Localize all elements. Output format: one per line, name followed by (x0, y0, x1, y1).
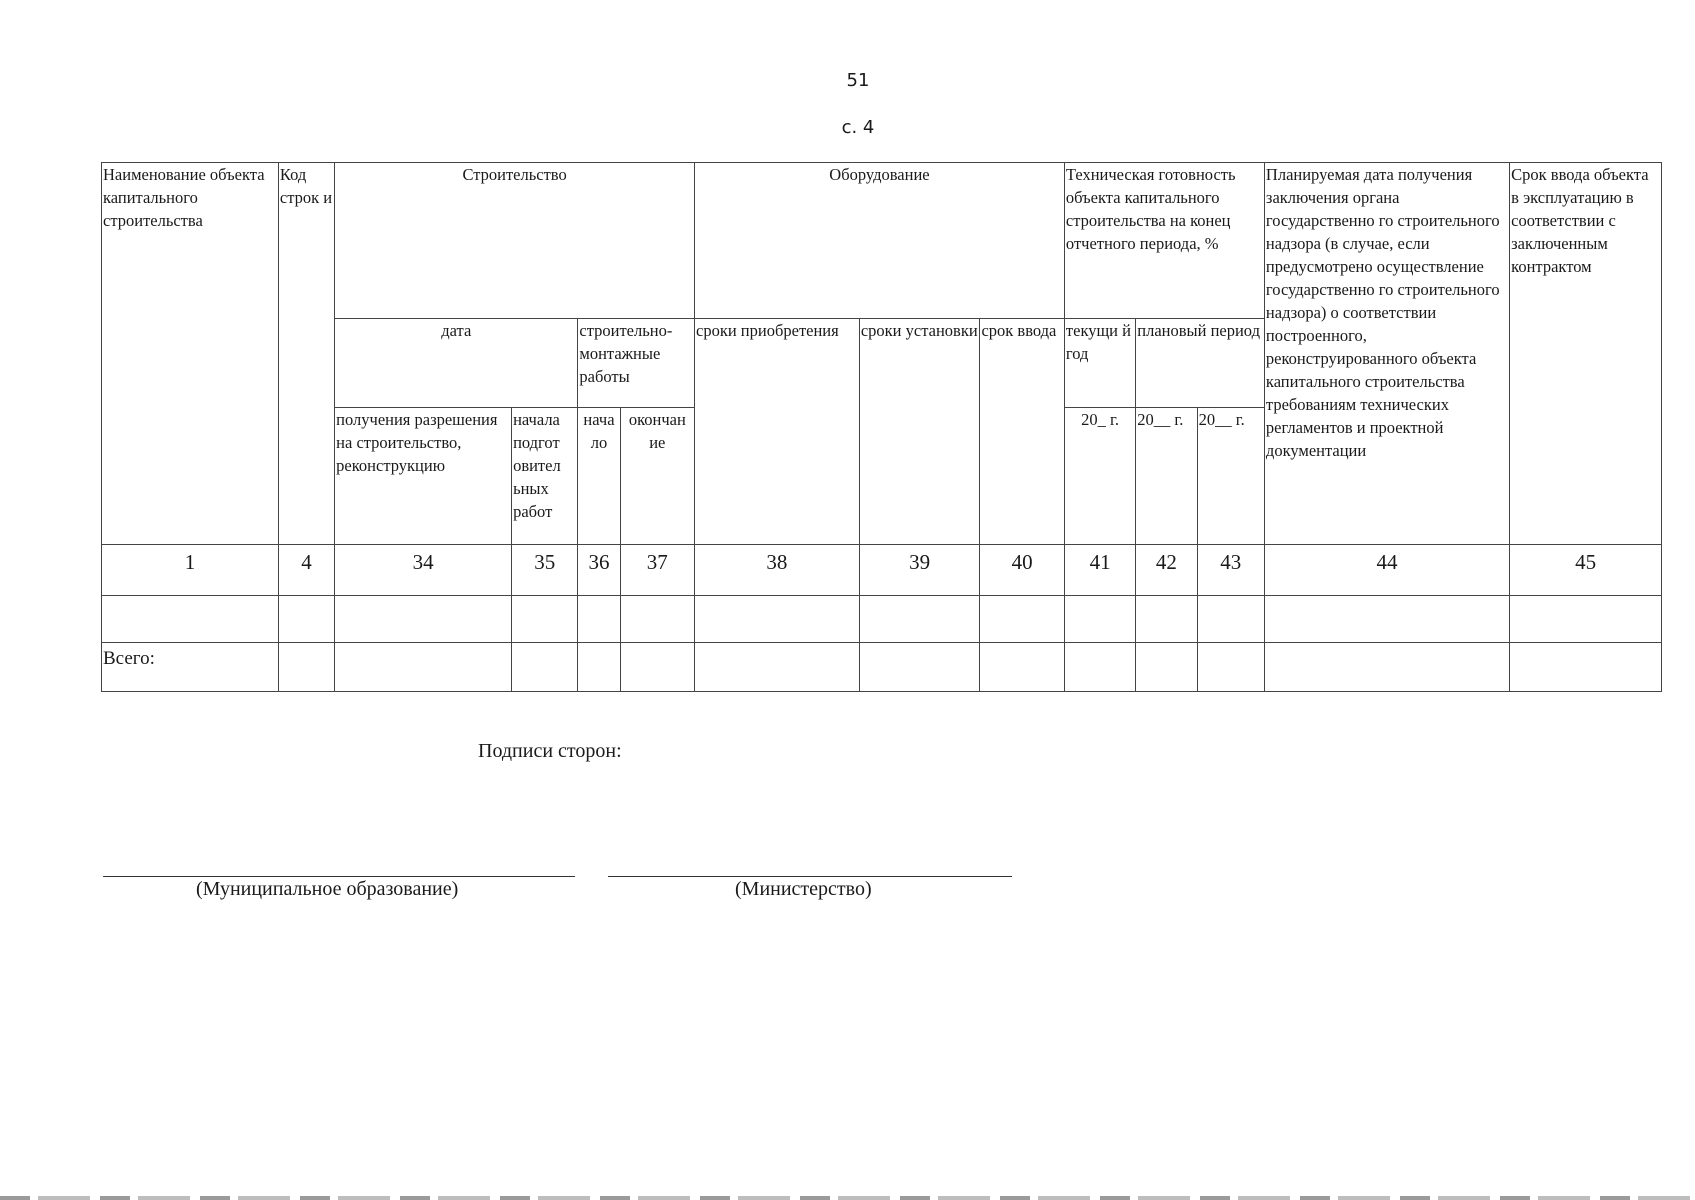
signature-line-ministry (608, 876, 1012, 877)
total-row (102, 643, 1662, 692)
page-subnumber: с. 4 (841, 117, 875, 138)
table-cell (335, 643, 512, 692)
column-number: 4 (278, 545, 334, 596)
header-prep-start: начала подгот овител ьных работ (512, 408, 578, 545)
header-row-code: Код строк и (278, 163, 334, 545)
table-cell (1197, 596, 1264, 643)
header-install-terms: сроки установки (859, 319, 980, 545)
table-cell (1264, 596, 1509, 643)
empty-data-row (102, 596, 1662, 643)
table-cell (1064, 643, 1135, 692)
total-label: Всего: (102, 643, 279, 692)
header-planning-period: плановый период (1136, 319, 1265, 408)
header-construction: Строительство (335, 163, 695, 319)
column-number: 44 (1264, 545, 1509, 596)
scan-edge-artifact (0, 1196, 1695, 1200)
header-start: нача ло (578, 408, 620, 545)
column-number: 1 (102, 545, 279, 596)
signature-caption-ministry: (Министерство) (735, 878, 872, 900)
header-permit-receipt: получения разрешения на строительство, реконструкцию (335, 408, 512, 545)
signatures-title: Подписи сторон: (478, 740, 622, 762)
column-number: 35 (512, 545, 578, 596)
header-year-plan-1: 20__ г. (1136, 408, 1197, 545)
header-commissioning-term: Срок ввода объекта в эксплуатацию в соответствии с заключенным контрактом (1510, 163, 1662, 545)
column-number: 42 (1136, 545, 1197, 596)
table-cell (1197, 643, 1264, 692)
table-cell (335, 596, 512, 643)
table-cell (695, 596, 860, 643)
column-number: 41 (1064, 545, 1135, 596)
table-cell (1510, 643, 1662, 692)
signature-caption-municipality: (Муниципальное образование) (196, 878, 459, 900)
column-number: 40 (980, 545, 1064, 596)
header-object-name: Наименование объекта капитального строительства (102, 163, 279, 545)
table-cell (102, 596, 279, 643)
table-cell (1136, 643, 1197, 692)
table-cell (512, 643, 578, 692)
table-cell (695, 643, 860, 692)
table-cell (859, 596, 980, 643)
report-table (101, 162, 1662, 692)
header-purchase-terms: сроки приобретения (695, 319, 860, 545)
table-cell (578, 596, 620, 643)
table-cell (620, 596, 694, 643)
column-number: 39 (859, 545, 980, 596)
table-cell (278, 643, 334, 692)
table-cell (980, 596, 1064, 643)
header-current-year: текущи й год (1064, 319, 1135, 408)
column-number: 45 (1510, 545, 1662, 596)
header-year-plan-2: 20__ г. (1197, 408, 1264, 545)
header-date: дата (335, 319, 578, 408)
header-equipment: Оборудование (695, 163, 1065, 319)
table-cell (620, 643, 694, 692)
header-year-current: 20_ г. (1064, 408, 1135, 545)
header-tech-readiness: Техническая готовность объекта капитального строительства на конец отчетного периода, % (1064, 163, 1264, 319)
table-cell (1264, 643, 1509, 692)
column-number: 38 (695, 545, 860, 596)
table-cell (512, 596, 578, 643)
header-planned-conclusion-date: Планируемая дата получения заключения органа государственно го строительного надзора (в случае, если предусмотрено осуществление государственно го строительного надзора) о соответствии построенного, реконструированного объекта капитального строительства требованиям технических регламентов и проектной документации (1264, 163, 1509, 545)
column-numbers-row (102, 545, 1662, 596)
table-cell (1510, 596, 1662, 643)
table-cell (1136, 596, 1197, 643)
column-number: 43 (1197, 545, 1264, 596)
table-cell (859, 643, 980, 692)
column-number: 37 (620, 545, 694, 596)
header-commission-term: срок ввода (980, 319, 1064, 545)
table-cell (578, 643, 620, 692)
page-number: 51 (846, 70, 870, 91)
table-cell (1064, 596, 1135, 643)
header-cmw: строительно-монтажные работы (578, 319, 695, 408)
table-cell (278, 596, 334, 643)
header-end: окончан ие (620, 408, 694, 545)
table-cell (980, 643, 1064, 692)
column-number: 36 (578, 545, 620, 596)
signature-line-municipality (103, 876, 575, 877)
column-number: 34 (335, 545, 512, 596)
